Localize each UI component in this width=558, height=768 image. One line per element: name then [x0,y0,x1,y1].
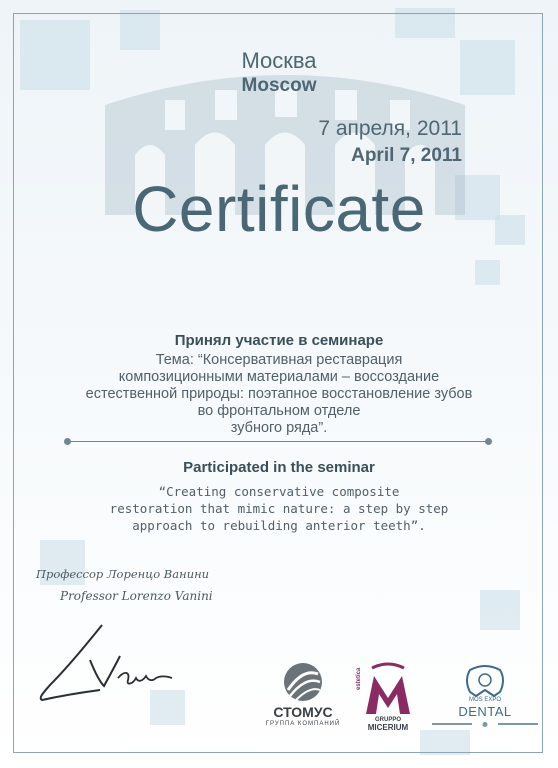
date-ru: 7 апреля, 2011 [318,117,462,140]
handwritten-signature [30,620,180,705]
micerium-estetica: estetica [356,667,362,690]
divider-dot-right [485,438,492,445]
signatory-name-en: Professor Lorenzo Vanini [60,589,213,603]
topic-line: естественной природы: поэтапное восстановление зубов [85,386,473,402]
divider-dot-left [64,438,71,445]
date-en: April 7, 2011 [351,145,462,166]
section-divider [68,441,488,442]
dental-expo-label: MOS EXPO [468,697,501,703]
dental-name: DENTAL [458,704,512,719]
stomus-name: СТОМУС [273,704,333,720]
certificate-title: Certificate [132,173,426,245]
city-ru: Москва [241,48,317,73]
micerium-gruppo: GRUPPO [374,717,401,723]
seminar-topic-ru [50,352,508,437]
city-en: Moscow [241,75,317,96]
signatory-name-ru: Профессор Лоренцо Ванини [36,567,210,581]
stomus-subtitle: ГРУППА КОМПАНИЙ [265,721,341,727]
seminar-heading-ru: Принял участие в семинаре [174,332,384,349]
topic-line: во фронтальном отделе [197,403,361,419]
micerium-name: MICERIUM [367,723,409,732]
topic-line: “Creating conservative composite [158,484,400,499]
topic-line: restoration that mimic nature: a step by step [109,501,449,516]
topic-line: зубного ряда”. [230,420,328,436]
topic-line: Тема: “Консервативная реставрация [155,352,403,368]
seminar-topic-en [60,483,498,534]
topic-line: approach to rebuilding anterior teeth”. [132,518,426,533]
topic-line: композиционными материалами – воссоздание [118,369,440,385]
dental-footer-lines [432,722,538,727]
seminar-heading-en: Participated in the seminar [183,459,375,476]
